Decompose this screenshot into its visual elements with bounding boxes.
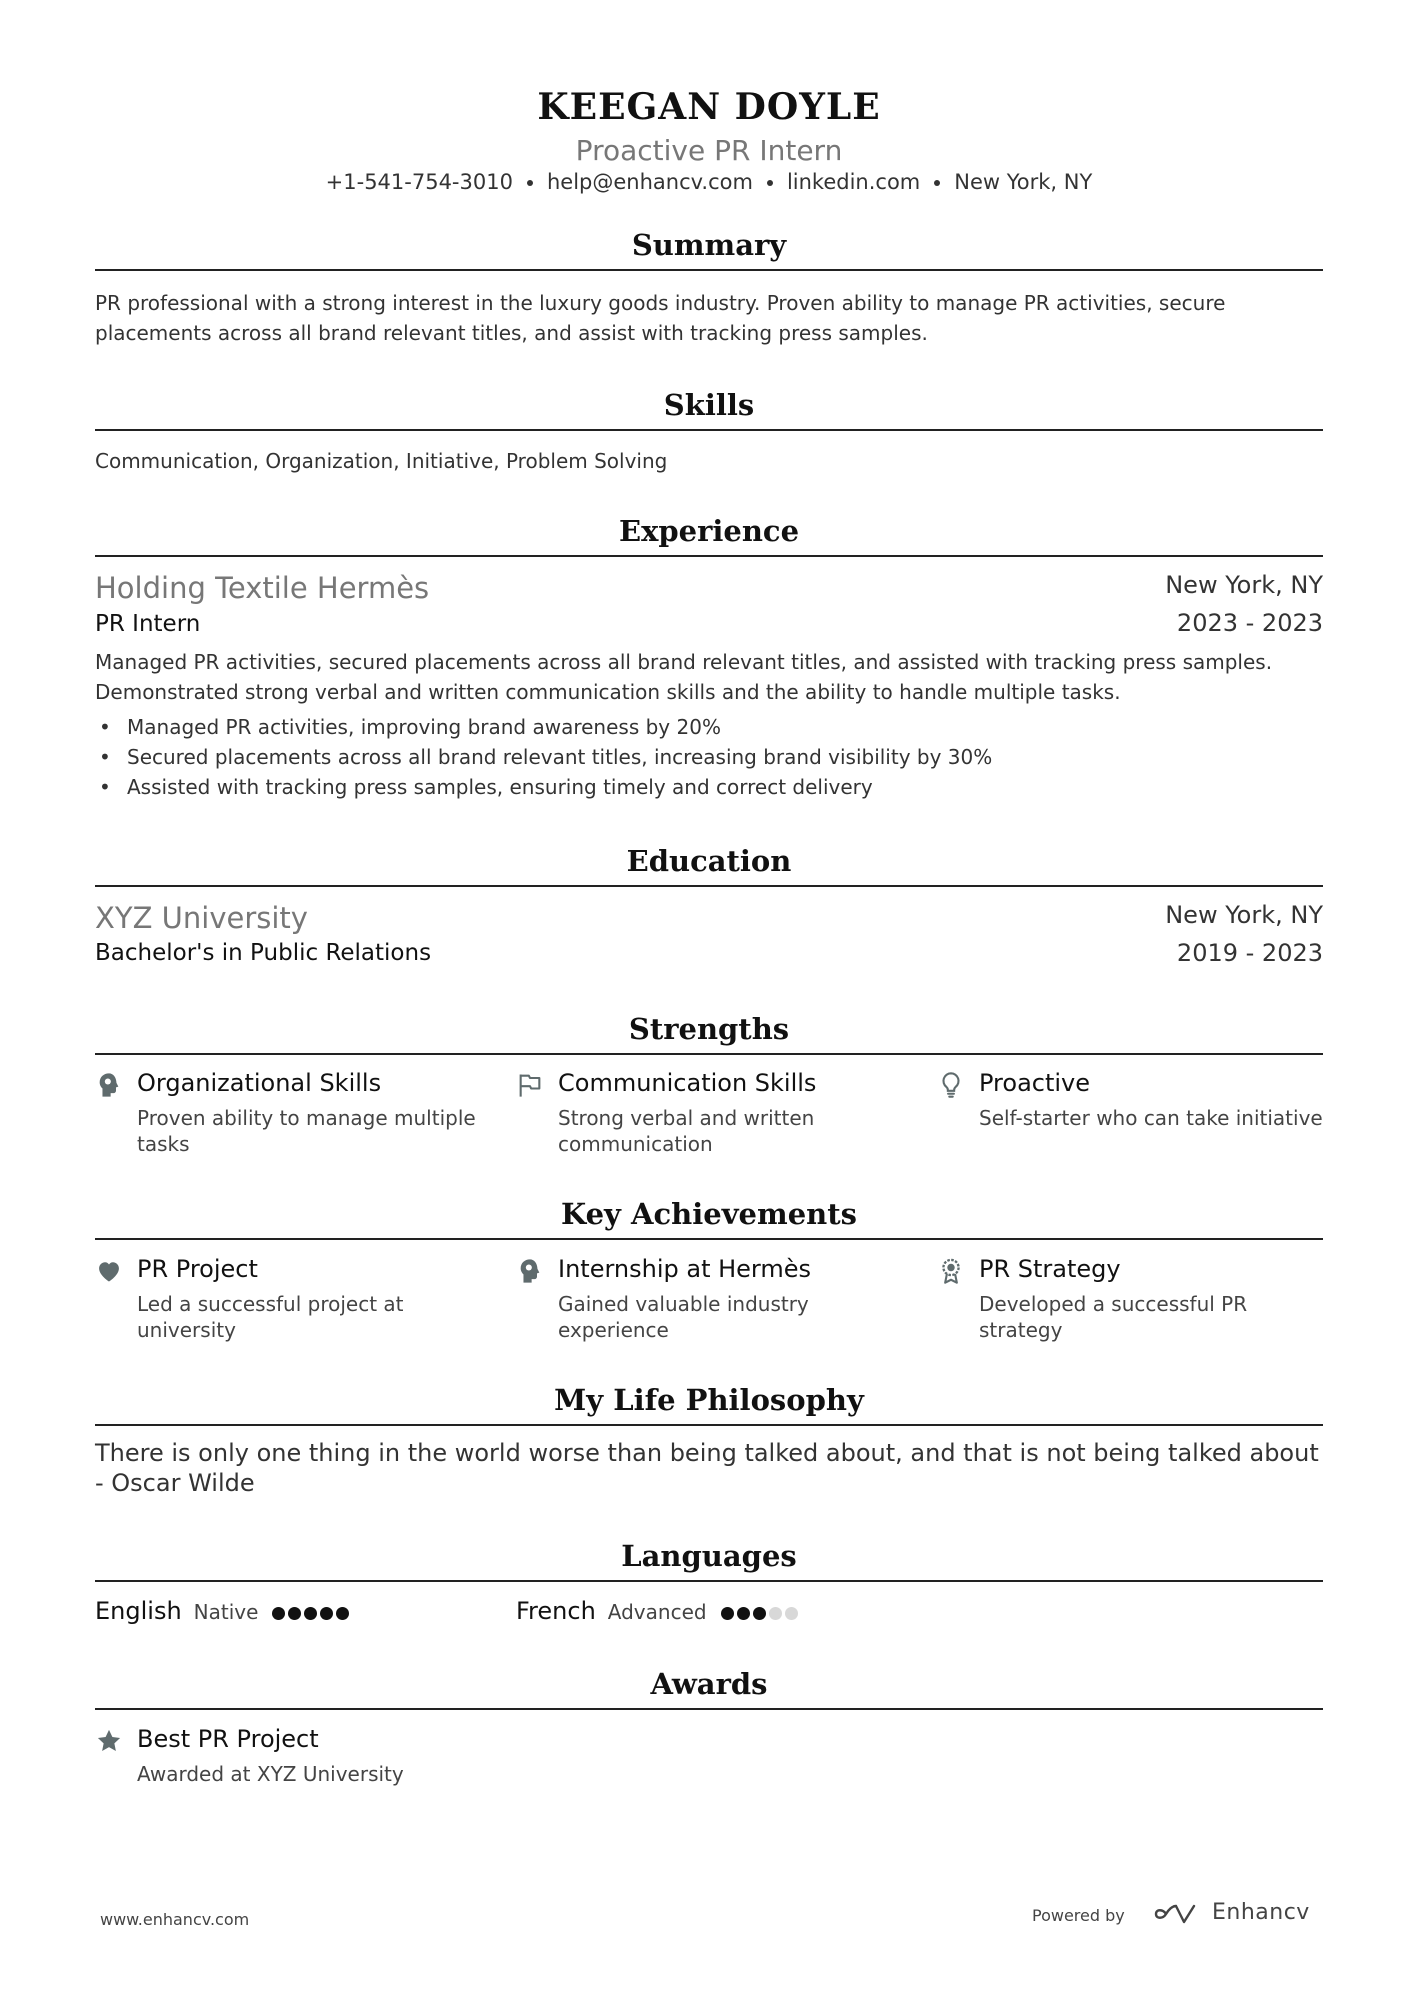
experience-location: New York, NY [1165,571,1323,599]
language-name: French [516,1597,596,1625]
footer-brand: Enhancv [1212,1900,1310,1925]
section-divider [95,1708,1323,1710]
separator-dot [767,180,773,186]
award-desc: Awarded at XYZ University [137,1762,404,1786]
section-heading: Experience [618,514,800,548]
job-title: PR Intern [95,611,201,637]
rating-dot-filled [737,1607,750,1620]
rating-dot-filled [304,1607,317,1620]
award-icon [937,1257,965,1285]
rating-dot-filled [288,1607,301,1620]
heart-icon [95,1257,123,1285]
star-icon [95,1727,123,1755]
contact-email[interactable]: help@enhancv.com [546,170,753,194]
strengths-section-header [95,1009,1323,1055]
achievement-desc: Gained valuable industry experience [558,1292,809,1342]
language-rating [272,1598,352,1626]
list-item: • Assisted with tracking press samples, ensuring timely and correct delivery [95,772,1323,802]
rating-dot-filled [336,1607,349,1620]
section-heading: Key Achievements [561,1197,857,1231]
achievement-desc: Developed a successful PR strategy [979,1292,1248,1342]
section-divider [95,1424,1323,1426]
contact-line [95,170,1323,194]
rating-dot-filled [320,1607,333,1620]
education-section-header [95,841,1323,887]
separator-dot [527,180,533,186]
award-title: Best PR Project [137,1725,319,1753]
language-name: English [95,1597,182,1625]
skills-text: Communication, Organization, Initiative, Problem Solving [95,449,668,473]
degree: Bachelor's in Public Relations [95,940,432,966]
flag-icon [516,1071,544,1099]
section-heading: Education [626,844,792,878]
section-heading: Summary [631,228,787,262]
contact-linkedin[interactable]: linkedin.com [786,170,921,194]
rating-dot-empty [785,1607,798,1620]
language-rating [721,1598,801,1626]
achievement-title: PR Project [137,1255,258,1283]
skills-section-header [95,385,1323,431]
section-divider [95,429,1323,431]
lightbulb-icon [937,1071,965,1099]
school-name: XYZ University [95,901,308,935]
strength-desc: Strong verbal and written communication [558,1106,815,1156]
philosophy-section-header [95,1380,1323,1426]
list-item: • Secured placements across all brand relevant titles, increasing brand visibility by 30% [95,742,1323,772]
strength-title: Proactive [979,1069,1091,1097]
footer-powered-by: Powered by [1032,1906,1125,1925]
section-heading: Languages [621,1539,797,1573]
strength-desc: Self-starter who can take initiative [979,1106,1323,1130]
language-level: Advanced [607,1600,707,1624]
section-heading: Skills [663,388,755,422]
section-divider [95,1238,1323,1240]
experience-description: Managed PR activities, secured placements across all brand relevant titles, and assisted with tracking press samples. Demonstrated strong verbal and written communication skills and the ability to handle multiple tasks. [95,650,1273,704]
achievements-section-header [95,1194,1323,1240]
experience-dates: 2023 - 2023 [1176,609,1323,637]
contact-phone: +1-541-754-3010 [325,170,513,194]
achievement-title: PR Strategy [979,1255,1121,1283]
section-divider [95,1053,1323,1055]
section-divider [95,555,1323,557]
section-heading: Strengths [628,1012,790,1046]
rating-dot-filled [272,1607,285,1620]
language-item [95,1597,352,1626]
candidate-name: KEEGAN DOYLE [537,86,881,128]
strength-title: Communication Skills [558,1069,817,1097]
strength-title: Organizational Skills [137,1069,382,1097]
rating-dot-filled [753,1607,766,1620]
education-location: New York, NY [1165,901,1323,929]
list-item: • Managed PR activities, improving brand awareness by 20% [95,712,1323,742]
contact-location: New York, NY [954,170,1093,194]
enhancv-logo-icon [1152,1898,1202,1930]
philosophy-quote: There is only one thing in the world worse than being talked about, and that is not being talked about - Oscar Wilde [95,1439,1319,1497]
footer-website[interactable]: www.enhancv.com [100,1910,250,1929]
section-heading: Awards [650,1667,768,1701]
section-divider [95,885,1323,887]
experience-entry-header [95,571,1323,651]
achievement-title: Internship at Hermès [558,1255,812,1283]
resume-page [95,0,1323,1995]
head-icon [95,1071,123,1099]
section-divider [95,269,1323,271]
summary-text: PR professional with a strong interest in the luxury goods industry. Proven ability to manage PR activities, secure placements across all brand relevant titles, and assist with tracking press samples. [95,291,1226,345]
summary-section-header [95,225,1323,271]
achievement-desc: Led a successful project at university [137,1292,404,1342]
languages-section-header [95,1536,1323,1582]
education-entry [95,901,1323,981]
company-name: Holding Textile Hermès [95,571,430,605]
language-item [516,1597,801,1626]
candidate-title: Proactive PR Intern [575,134,843,167]
awards-section-header [95,1664,1323,1710]
strength-desc: Proven ability to manage multiple tasks [137,1106,476,1156]
section-divider [95,1580,1323,1582]
experience-bullets [95,712,1323,802]
section-heading: My Life Philosophy [554,1383,864,1417]
language-level: Native [193,1600,259,1624]
rating-dot-filled [721,1607,734,1620]
separator-dot [934,180,940,186]
rating-dot-empty [769,1607,782,1620]
head-icon [516,1257,544,1285]
education-dates: 2019 - 2023 [1176,939,1323,967]
experience-section-header [95,511,1323,557]
